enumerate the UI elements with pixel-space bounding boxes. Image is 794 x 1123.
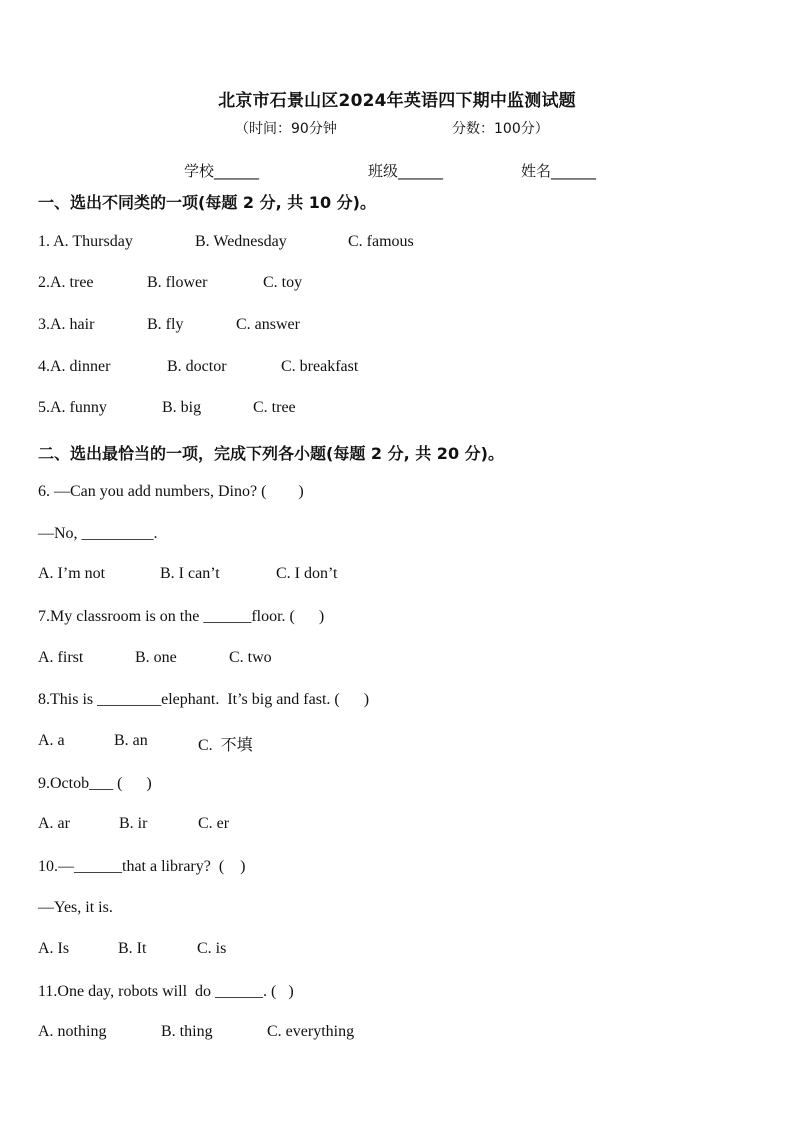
q9-option-c: C. er [198, 815, 230, 832]
q10-option-c: C. is [197, 940, 227, 957]
q5-option-a: 5.A. funny [38, 399, 107, 416]
q8-option-b: B. an [114, 732, 148, 749]
q9-option-b: B. ir [119, 815, 148, 832]
q6-option-c: C. I don’t [276, 565, 338, 582]
q1-option-b: B. Wednesday [195, 233, 287, 250]
q6-option-b: B. I can’t [160, 565, 220, 582]
q2-option-c: C. toy [263, 274, 303, 291]
q4-option-b: B. doctor [167, 358, 227, 375]
exam-score: 分数：100分） [452, 121, 549, 137]
q7-option-b: B. one [135, 649, 177, 666]
q1-option-c: C. famous [348, 233, 414, 250]
q7-option-a: A. first [38, 649, 84, 666]
q9-stem: 9.Octob___ ( ) [38, 775, 152, 792]
q7-stem: 7.My classroom is on the ______floor. ( ) [38, 608, 325, 625]
section-1-heading: 一、选出不同类的一项(每题 2 分, 共 10 分)。 [38, 193, 376, 212]
exam-title: 北京市石景山区2024年英语四下期中监测试题 [218, 91, 576, 111]
q4-option-c: C. breakfast [281, 358, 359, 375]
q8-option-a: A. a [38, 732, 65, 749]
school-field[interactable]: 学校______ [184, 162, 260, 180]
q3-option-c: C. answer [236, 316, 300, 333]
q2-option-a: 2.A. tree [38, 274, 94, 291]
q8-stem: 8.This is ________elephant. It’s big and fast. ( ) [38, 691, 370, 708]
q11-option-a: A. nothing [38, 1023, 107, 1040]
q6-reply: —No, _________. [38, 525, 158, 542]
section-2-heading: 二、选出最恰当的一项，完成下列各小题(每题 2 分, 共 20 分)。 [38, 444, 504, 463]
q2-option-b: B. flower [147, 274, 208, 291]
q6-option-a: A. I’m not [38, 565, 106, 582]
q6-stem: 6. —Can you add numbers, Dino? ( ) [38, 483, 304, 500]
q11-option-c: C. everything [267, 1023, 355, 1040]
name-field[interactable]: 姓名______ [521, 162, 597, 180]
q10-reply: —Yes, it is. [38, 899, 113, 916]
q11-option-b: B. thing [161, 1023, 213, 1040]
q4-option-a: 4.A. dinner [38, 358, 111, 375]
q10-stem: 10.—______that a library? ( ) [38, 858, 246, 875]
q9-option-a: A. ar [38, 815, 70, 832]
q11-stem: 11.One day, robots will do ______. ( ) [38, 983, 294, 1000]
q3-option-b: B. fly [147, 316, 184, 333]
q5-option-b: B. big [162, 399, 202, 416]
q3-option-a: 3.A. hair [38, 316, 95, 333]
q5-option-c: C. tree [253, 399, 296, 416]
q10-option-a: A. Is [38, 940, 70, 957]
q8-option-c: C. 不填 [198, 737, 253, 754]
q1-option-a: 1. A. Thursday [38, 233, 133, 250]
exam-time: （时间：90分钟 [235, 121, 337, 137]
q7-option-c: C. two [229, 649, 272, 666]
class-field[interactable]: 班级______ [368, 162, 444, 180]
q10-option-b: B. It [118, 940, 147, 957]
